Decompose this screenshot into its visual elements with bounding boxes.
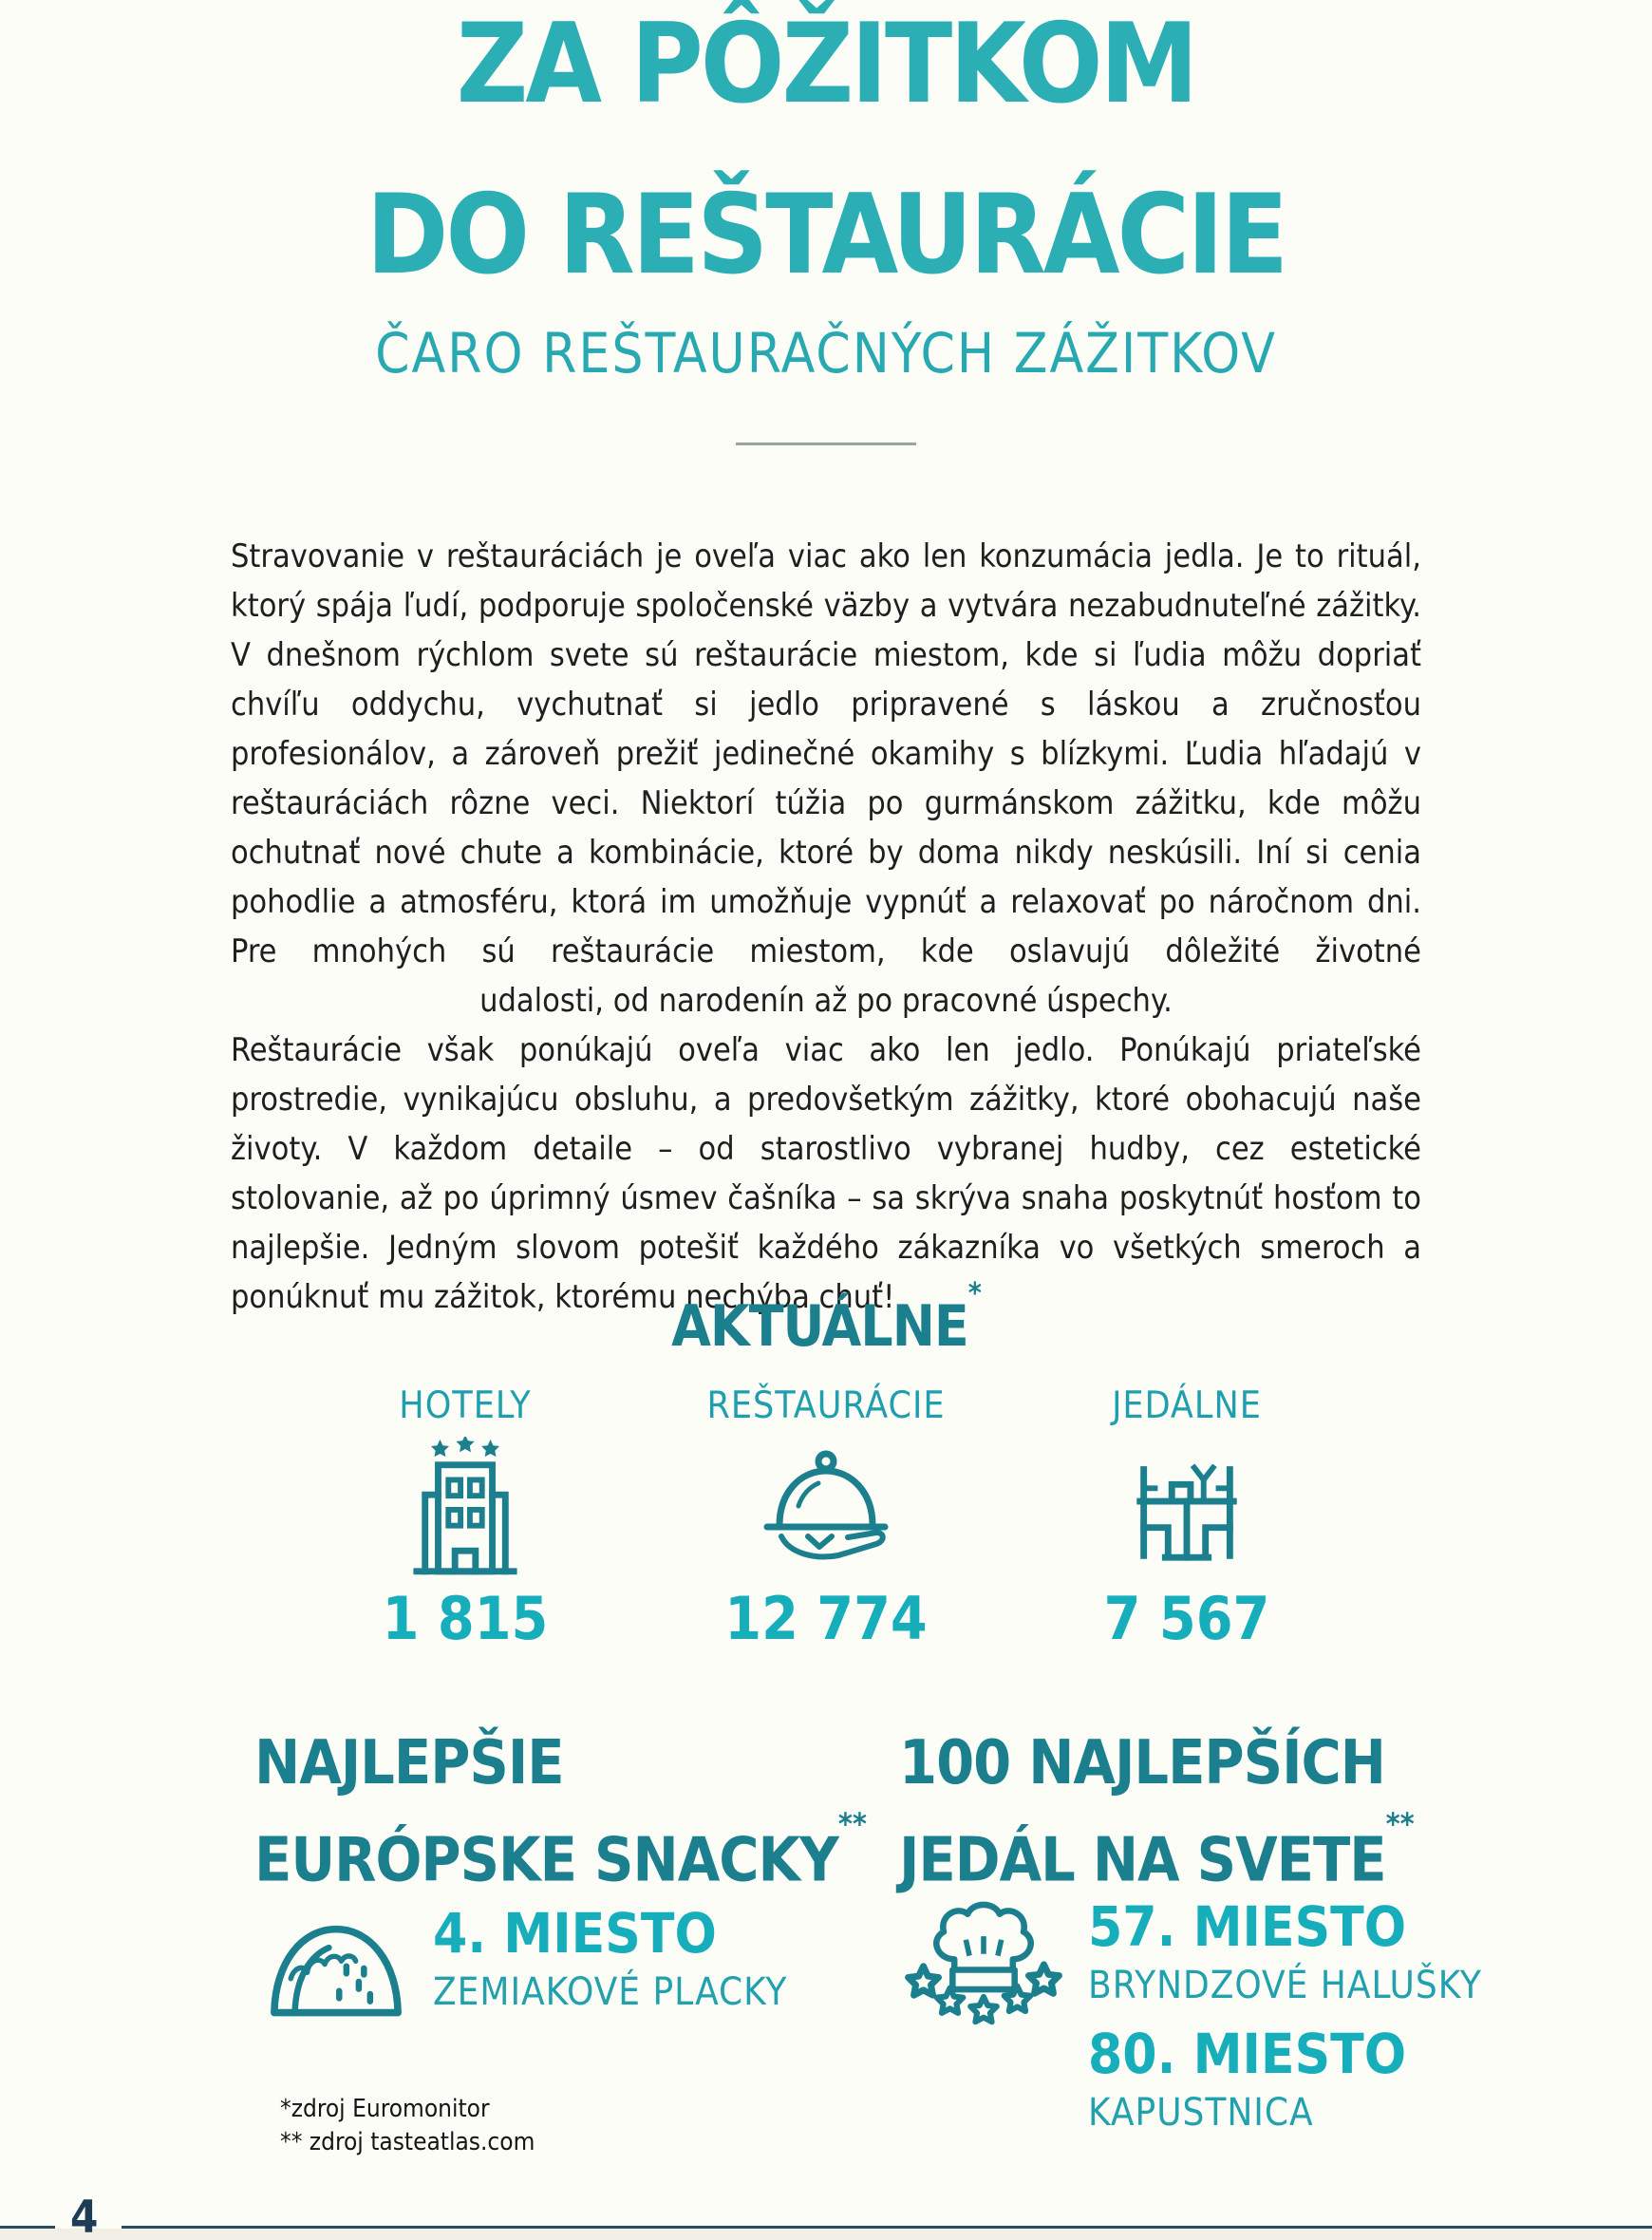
intro-paragraph-2: Reštaurácie však ponúkajú oveľa viac ako len jedlo. Ponúkajú priateľské prostredie, vynikajúcu obsluhu, a predovšetkým zážitky, ktoré obohacujú naše životy. V každom detaile – od starostlivo vybranej hudby, cez estetické stolovanie, až po úprimný úsmev čašníka – sa skrýva snaha poskytnúť hosťom to najlepšie. Jedným slovom potešiť každého zákazníka vo všetkých smeroch a ponúknuť mu zážitok, ktorému nechýba chuť! bbox=[231, 1031, 1421, 1316]
ranking-snacks-heading-line2-text: EURÓPSKE SNACKY bbox=[254, 1825, 838, 1896]
footnote-source-2: ** zdroj tasteatlas.com bbox=[280, 2128, 535, 2156]
ranking-dishes-rank-2: 80. MIESTO bbox=[1088, 2022, 1407, 2086]
stat-restaurants-label: REŠTAURÁCIE bbox=[706, 1384, 946, 1427]
stats-heading-text: AKTUÁLNE bbox=[671, 1293, 968, 1360]
cloche-icon bbox=[646, 1436, 1006, 1578]
stats-heading-footnote-mark: * bbox=[967, 1277, 981, 1310]
intro-paragraph-1-last-line: udalosti, od narodenín až po pracovné úspechy. bbox=[479, 982, 1173, 1020]
hotel-icon bbox=[285, 1436, 646, 1578]
ranking-snacks-dish: ZEMIAKOVÉ PLACKY bbox=[433, 1970, 788, 2014]
ranking-snacks-heading bbox=[254, 1721, 867, 1903]
ranking-snacks-heading-line1: NAJLEPŠIE bbox=[254, 1728, 564, 1798]
page-header bbox=[0, 0, 1652, 321]
header-divider bbox=[736, 442, 916, 445]
chef-hat-icon-svg bbox=[904, 1897, 1063, 2030]
ranking-dishes-footnote-mark: ** bbox=[1385, 1806, 1415, 1842]
stat-hotels-value: 1 815 bbox=[382, 1584, 549, 1653]
stat-restaurants bbox=[646, 1384, 1006, 1653]
stats-heading bbox=[0, 1277, 1652, 1360]
footer-rule-right bbox=[122, 2226, 1652, 2229]
ranking-dishes-heading-line2-text: JEDÁL NA SVETE bbox=[899, 1825, 1386, 1896]
stat-canteens bbox=[1006, 1384, 1367, 1653]
page-subtitle: ČARO REŠTAURAČNÝCH ZÁŽITKOV bbox=[375, 321, 1277, 386]
hotel-icon-svg bbox=[409, 1437, 521, 1577]
intro-text bbox=[231, 532, 1421, 1322]
stat-restaurants-value: 12 774 bbox=[724, 1584, 928, 1653]
footer-rule-left bbox=[0, 2226, 55, 2229]
title-line-1: ZA PÔŽITKOM bbox=[456, 0, 1196, 128]
ranking-dishes-rank-1: 57. MIESTO bbox=[1088, 1894, 1407, 1959]
stat-canteens-value: 7 567 bbox=[1103, 1584, 1270, 1653]
stats-row bbox=[285, 1384, 1367, 1653]
taco-icon-svg bbox=[264, 1904, 408, 2024]
dining-table-icon bbox=[1006, 1436, 1367, 1578]
intro-paragraph-1: Stravovanie v reštauráciách je oveľa viac ako len konzumácia jedla. Je to rituál, ktorý spája ľudí, podporuje spoločenské väzby a vytvára nezabudnuteľné zážitky. V dnešnom rýchlom svete sú reštaurácie miestom, kde si ľudia môžu dopriať chvíľu oddychu, vychutnať si jedlo pripravené s láskou a zručnosťou profesionálov, a zároveň prežiť jedinečné okamihy s blízkymi. Ľudia hľadajú v reštauráciách rôzne veci. Niektorí túžia po gurmánskom zážitku, kde môžu ochutnať nové chute a kombinácie, ktoré by doma nikdy neskúsili. Iní si cenia pohodlie a atmosféru, ktorá im umožňuje vypnúť a relaxovať po náročnom dni. Pre mnohých sú reštaurácie miestom, kde oslavujú dôležité životné bbox=[231, 537, 1421, 970]
ranking-dishes-heading-line1: 100 NAJLEPŠÍCH bbox=[899, 1728, 1385, 1798]
ranking-snacks-heading-line2 bbox=[254, 1806, 867, 1903]
ranking-dishes-entries bbox=[904, 1894, 1482, 2135]
page-title bbox=[0, 0, 1652, 321]
chef-hat-icon bbox=[904, 1897, 1063, 2034]
ranking-snacks-entry bbox=[264, 1901, 788, 2027]
ranking-dishes-heading bbox=[899, 1721, 1415, 1903]
dining-table-icon-svg bbox=[1112, 1441, 1262, 1572]
ranking-snacks-rank: 4. MIESTO bbox=[433, 1901, 717, 1966]
footnote-source-1: *zdroj Euromonitor bbox=[280, 2095, 490, 2123]
ranking-dishes-dish-1: BRYNDZOVÉ HALUŠKY bbox=[1088, 1964, 1482, 2007]
stat-hotels bbox=[285, 1384, 646, 1653]
title-line-2: DO REŠTAURÁCIE bbox=[366, 171, 1286, 299]
ranking-snacks-footnote-mark: ** bbox=[837, 1806, 867, 1842]
ranking-dishes-texts bbox=[1088, 1894, 1482, 2135]
stat-hotels-label: HOTELY bbox=[399, 1384, 532, 1427]
page-number: 4 bbox=[70, 2192, 99, 2240]
ranking-dishes-dish-2: KAPUSTNICA bbox=[1088, 2091, 1314, 2135]
footnotes bbox=[280, 2093, 535, 2159]
ranking-dishes-heading-line2 bbox=[899, 1806, 1415, 1903]
taco-icon bbox=[264, 1904, 408, 2027]
stat-canteens-label: JEDÁLNE bbox=[1112, 1384, 1262, 1427]
ranking-snacks-texts bbox=[433, 1901, 788, 2014]
cloche-icon-svg bbox=[755, 1445, 897, 1569]
page-bottom-strip bbox=[0, 2229, 1652, 2240]
